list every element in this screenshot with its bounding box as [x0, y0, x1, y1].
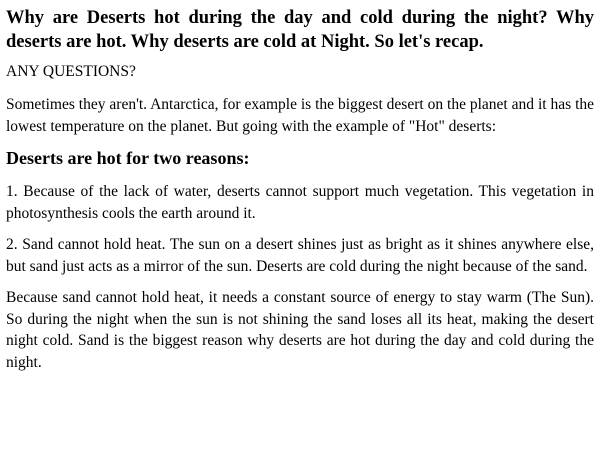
intro-paragraph: Sometimes they aren't. Antarctica, for example is the biggest desert on the planet and it has the lowest temperature on the planet. But going with the example of "Hot" deserts: — [6, 96, 594, 135]
reason-1-paragraph: 1. Because of the lack of water, deserts cannot support much vegetation. This vegetation in photosynthesis cools the earth around it. — [6, 183, 594, 222]
section-heading: Deserts are hot for two reasons: — [6, 148, 250, 168]
questions-label: ANY QUESTIONS? — [6, 63, 136, 80]
conclusion-paragraph: Because sand cannot hold heat, it needs a constant source of energy to stay warm (The Sun). So during the night when the sun is not shining the sand loses all its heat, making the desert night cold. Sand is the biggest reason why deserts are hot during the day and cold during the night. — [6, 289, 594, 371]
document-title: Why are Deserts hot during the day and cold during the night? Why deserts are hot. Why deserts are cold at Night. So let's recap. — [6, 8, 594, 52]
reason-2-paragraph: 2. Sand cannot hold heat. The sun on a desert shines just as bright as it shines anywhere else, but sand just acts as a mirror of the sun. Deserts are cold during the night because of the sand. — [6, 236, 594, 275]
